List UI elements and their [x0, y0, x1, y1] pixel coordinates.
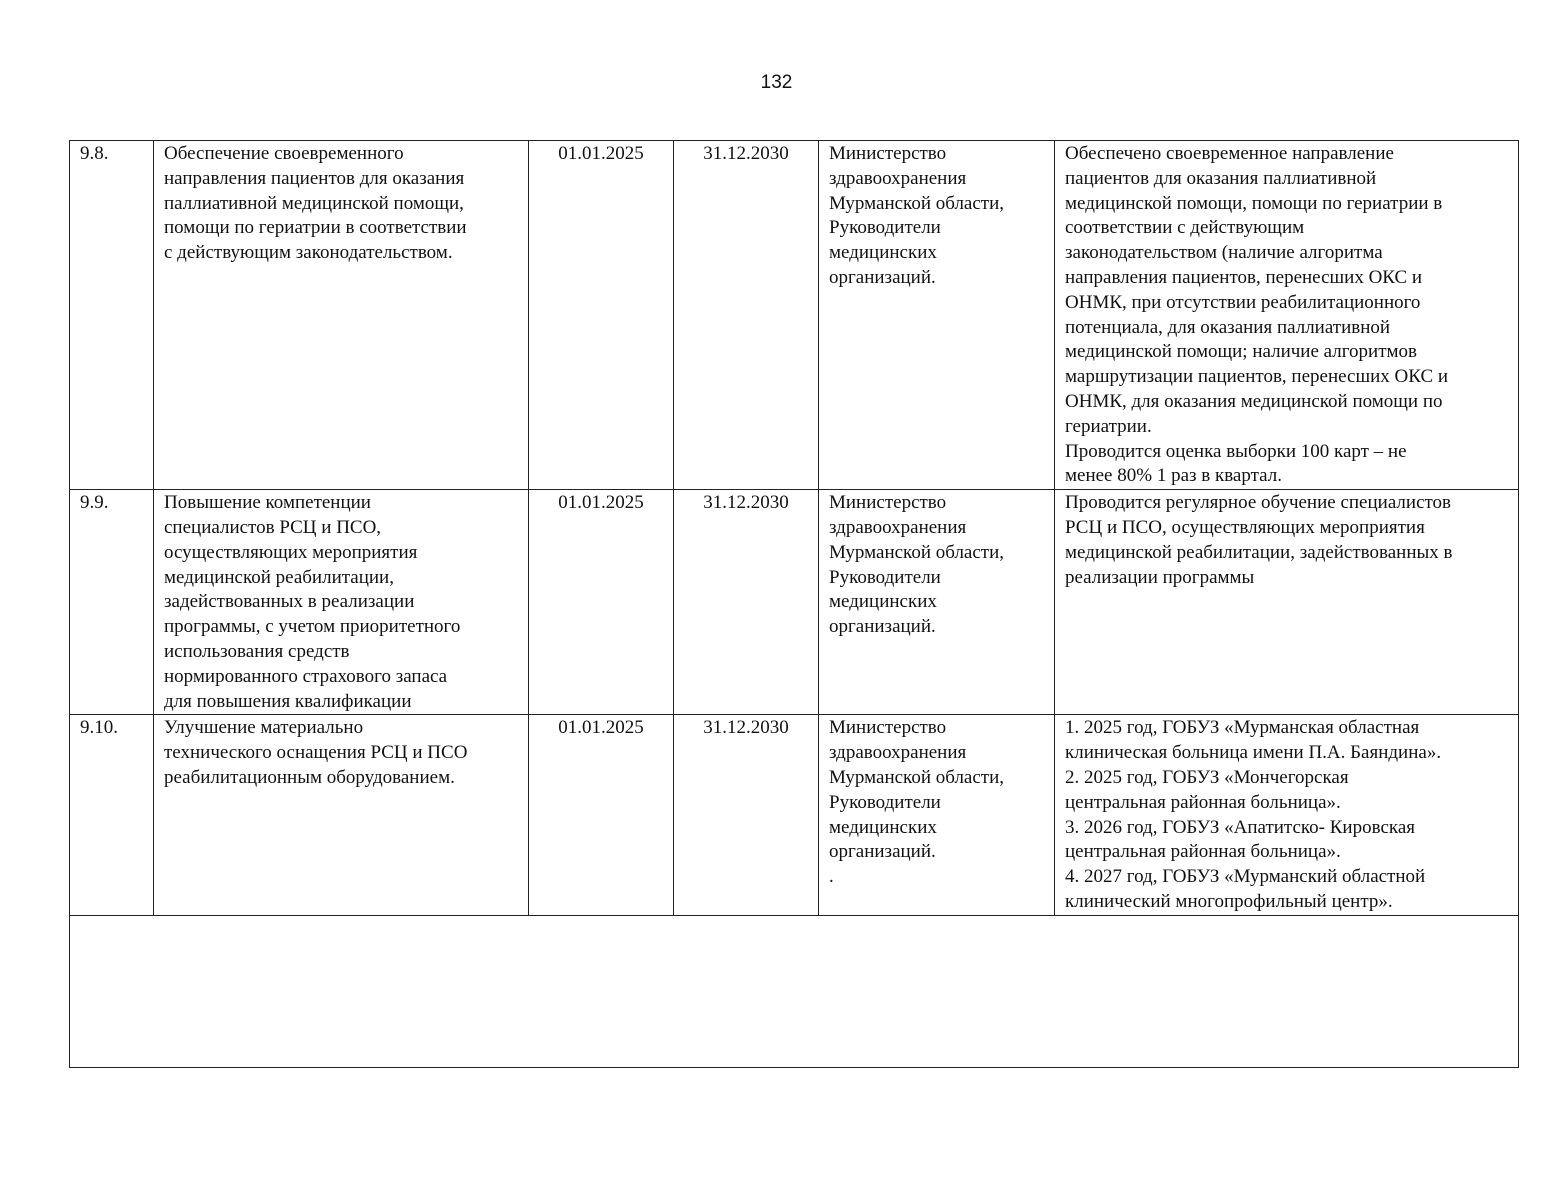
row-number: 9.8. — [70, 141, 154, 490]
end-date: 31.12.2030 — [674, 490, 819, 715]
page-number: 132 — [760, 72, 793, 93]
activities-table — [69, 140, 1519, 1068]
table-row — [70, 490, 1519, 715]
responsible-party: Министерство здравоохранения Мурманской области, Руководители медицинских организаций. — [819, 490, 1055, 715]
start-date: 01.01.2025 — [529, 141, 674, 490]
responsible-party: Министерство здравоохранения Мурманской области, Руководители медицинских организаций. . — [819, 715, 1055, 915]
expected-result: 1. 2025 год, ГОБУЗ «Мурманская областная клиническая больница имени П.А. Баяндина». 2. 2025 год, ГОБУЗ «Мончегорская центральная районная больница». 3. 2026 год, ГОБУЗ «Апатитско- Кировская центральная районная больница». 4. 2027 год, ГОБУЗ «Мурманский областной клинический многопрофильный центр». — [1055, 715, 1519, 915]
expected-result: Проводится регулярное обучение специалистов РСЦ и ПСО, осуществляющих мероприятия медицинской реабилитации, задействованных в реализации программы — [1055, 490, 1519, 715]
row-number: 9.9. — [70, 490, 154, 715]
start-date: 01.01.2025 — [529, 490, 674, 715]
end-date: 31.12.2030 — [674, 141, 819, 490]
end-date: 31.12.2030 — [674, 715, 819, 915]
table-row — [70, 715, 1519, 915]
responsible-party: Министерство здравоохранения Мурманской области, Руководители медицинских организаций. — [819, 141, 1055, 490]
activity-description: Обеспечение своевременного направления пациентов для оказания паллиативной медицинской помощи, помощи по гериатрии в соответствии с действующим законодательством. — [154, 141, 529, 490]
activity-description: Повышение компетенции специалистов РСЦ и ПСО, осуществляющих мероприятия медицинской реабилитации, задействованных в реализации программы, с учетом приоритетного использования средств нормированного страхового запаса для повышения квалификации — [154, 490, 529, 715]
expected-result: Обеспечено своевременное направление пациентов для оказания паллиативной медицинской помощи, помощи по гериатрии в соответствии с действующим законодательством (наличие алгоритма направления пациентов, перенесших ОКС и ОНМК, при отсутствии реабилитационного потенциала, для оказания паллиативной медицинской помощи; наличие алгоритмов маршрутизации пациентов, перенесших ОКС и ОНМК, для оказания медицинской помощи по гериатрии. Проводится оценка выборки 100 карт – не менее 80% 1 раз в квартал. — [1055, 141, 1519, 490]
row-number: 9.10. — [70, 715, 154, 915]
table-row — [70, 141, 1519, 490]
start-date: 01.01.2025 — [529, 715, 674, 915]
empty-cell — [70, 915, 1519, 1067]
activity-description: Улучшение материально технического оснащения РСЦ и ПСО реабилитационным оборудованием. — [154, 715, 529, 915]
empty-table-row — [70, 915, 1519, 1067]
